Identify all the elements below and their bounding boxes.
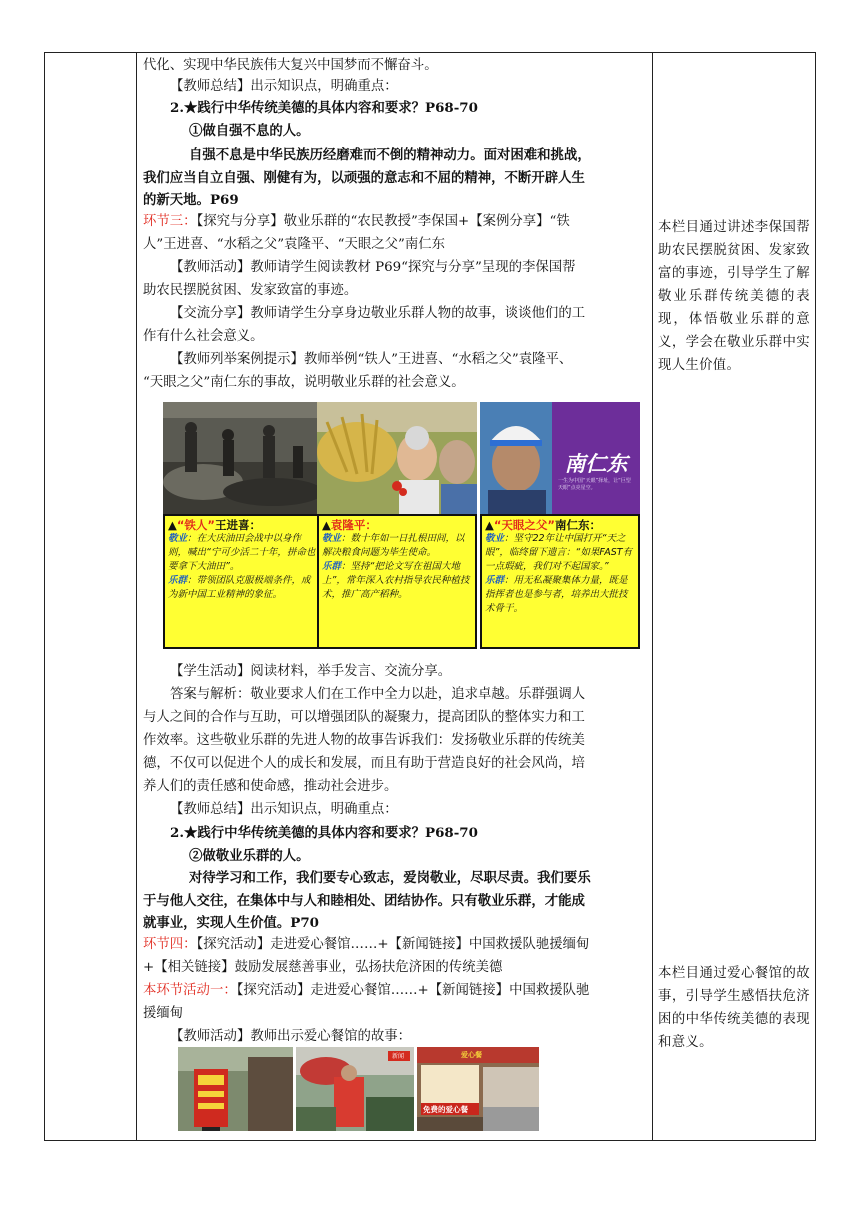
teacher-examples: 【教师列举案例提示】教师举例“铁人”王进喜、“水稻之父”袁隆平、: [170, 352, 573, 367]
key-point-text: 就事业，实现人生价值。P70: [143, 915, 319, 931]
body-text: 养人们的责任感和使命感，推动社会进步。: [143, 779, 398, 794]
case-text-box: [480, 514, 640, 649]
side-note-2: 本栏目通过爱心餐馆的故事，引导学生感悟扶危济困的中华传统美德的表现和意义。: [658, 966, 810, 1050]
student-activity: 【学生活动】阅读材料，举手发言、交流分享。: [170, 664, 452, 679]
news-badge: 新闻: [392, 1053, 405, 1060]
section-four: [143, 936, 589, 954]
poster-name: 南仁东: [564, 452, 628, 476]
teacher-summary: 【教师总结】出示知识点，明确重点：: [170, 802, 398, 817]
teacher-activity: 【教师活动】教师出示爱心餐馆的故事：: [170, 1029, 412, 1044]
key-point-text: 的新天地。P69: [143, 192, 239, 208]
key-point-text: 我们应当自立自强、刚健有为，以顽强的意志和不屈的精神，不断开辟人生: [143, 170, 585, 186]
side-note-1: 本栏目通过讲述李保国帮助农民摆脱贫困、发家致富的事迹，引导学生了解敬业乐群传统美德的表现，体悟敬业乐群的意义，学会在敬业乐群中实现人生价值。: [658, 220, 810, 373]
body-text: 代化、实现中华民族伟大复兴中国梦而不懈奋斗。: [143, 58, 438, 73]
case-card-yuan-longping: [317, 402, 477, 649]
section-label: 环节四：: [143, 937, 197, 952]
activity-text: 【探究活动】走进爱心餐馆……+【新闻链接】中国救援队驰: [236, 983, 590, 998]
body-text: 与人之间的合作与互助，可以增强团队的凝聚力，提高团队的整体实力和工: [143, 710, 585, 725]
knowledge-point-heading: 2.★践行中华传统美德的具体内容和要求？P68-70: [170, 100, 478, 116]
key-point-text: 于与他人交往，在集体中与人和睦相处、团结协作。只有敬业乐群，才能成: [143, 893, 585, 909]
case-teamwork: 乐群：带领团队克服极端条件，成为新中国工业精神的象征。: [168, 575, 311, 600]
body-text: 作效率。这些敬业乐群的先进人物的故事告诉我们：发扬敬业乐群的传统美: [143, 733, 585, 748]
case-teamwork: 乐群：用无私凝聚集体力量，既是指挥者也是参与者，培养出大批技术骨干。: [485, 575, 628, 614]
section-text: 【探究活动】走进爱心餐馆……+【新闻链接】中国救援队驰援缅甸: [196, 937, 590, 952]
case-text-box: [163, 514, 323, 649]
column-divider-left: [136, 53, 137, 1140]
body-text: “天眼之父”南仁东的事故，说明敬业乐群的社会意义。: [143, 375, 465, 390]
case-title: ▲“天眼之父”南仁东：: [485, 518, 601, 532]
section-label: 环节三：: [143, 214, 197, 229]
body-text: 作有什么社会意义。: [143, 329, 264, 344]
case-dedication: 敬业：数十年如一日扎根田间，以解决粮食问题为毕生使命。: [322, 533, 465, 558]
key-point-text: 自强不息是中华民族历经磨难而不倒的精神动力。面对困难和挑战，: [189, 147, 591, 163]
body-text: 援缅甸: [143, 1006, 184, 1021]
case-title: ▲袁隆平：: [322, 518, 377, 532]
body-text: 德，不仅可以促进个人的成长和发展，而且有助于营造良好的社会风尚，培: [143, 756, 585, 771]
nan-rendong-poster: [480, 402, 640, 514]
case-text-box: [317, 514, 477, 649]
shop-sign: 爱心餐: [461, 1051, 482, 1059]
answer-analysis: 答案与解析：敬业要求人们在工作中全力以赴，追求卓越。乐群强调人: [170, 687, 586, 702]
activity-one: [143, 982, 589, 1000]
teacher-summary: 【教师总结】出示知识点，明确重点：: [170, 79, 398, 94]
oilfield-photo: [163, 402, 323, 514]
case-dedication: 敬业：在大庆油田会战中以身作则，喊出“宁可少活二十年，拼命也要拿下大油田”。: [168, 533, 316, 572]
knowledge-point-heading: 2.★践行中华传统美德的具体内容和要求？P68-70: [170, 825, 478, 841]
body-text: +【相关链接】鼓励发展慈善事业，弘扬扶危济困的传统美德: [143, 960, 503, 975]
body-text: 人”王进喜、“水稻之父”袁隆平、“天眼之父”南仁东: [143, 237, 446, 252]
case-title: ▲“铁人”王进喜：: [168, 518, 261, 532]
knowledge-point-sub: ①做自强不息的人。: [189, 123, 310, 139]
case-card-wang-jinxi: [163, 402, 323, 649]
activity-label: 本环节活动一：: [143, 983, 237, 998]
section-text: 【探究与分享】敬业乐群的“农民教授”李保国+【案例分享】“铁: [196, 214, 570, 229]
body-text: 助农民摆脱贫困、发家致富的事迹。: [143, 283, 358, 298]
exchange-share: 【交流分享】教师请学生分享身边敬业乐群人物的故事，谈谈他们的工: [170, 306, 586, 321]
news-photo: [296, 1047, 414, 1131]
knowledge-point-sub: ②做敬业乐群的人。: [189, 848, 310, 864]
poster-caption: 一生为中国“天眼”择址，让“巨型天眼”点亮星空。: [558, 478, 631, 491]
section-three: [143, 213, 570, 231]
shop-banner: 免费的爱心餐: [423, 1105, 468, 1114]
restaurant-sign-photo: [178, 1047, 293, 1131]
case-dedication: 敬业：坚守22年让中国打开“天之眼”，临终留下遗言：“如果FAST有一点瑕疵，我们对不起国家。”: [485, 533, 633, 572]
key-point-text: 对待学习和工作，我们要专心致志，爱岗敬业，尽职尽责。我们要乐: [189, 870, 591, 886]
case-card-nan-rendong: [480, 402, 640, 649]
case-teamwork: 乐群：坚持“把论文写在祖国大地上”，常年深入农村指导农民种植技术，推广高产稻种。: [322, 561, 470, 600]
column-divider-right: [652, 53, 653, 1140]
rice-field-photo: [317, 402, 477, 514]
teacher-activity: 【教师活动】教师请学生阅读教材 P69“探究与分享”呈现的李保国帮: [170, 260, 576, 275]
love-meal-shop-photo: [417, 1047, 539, 1131]
